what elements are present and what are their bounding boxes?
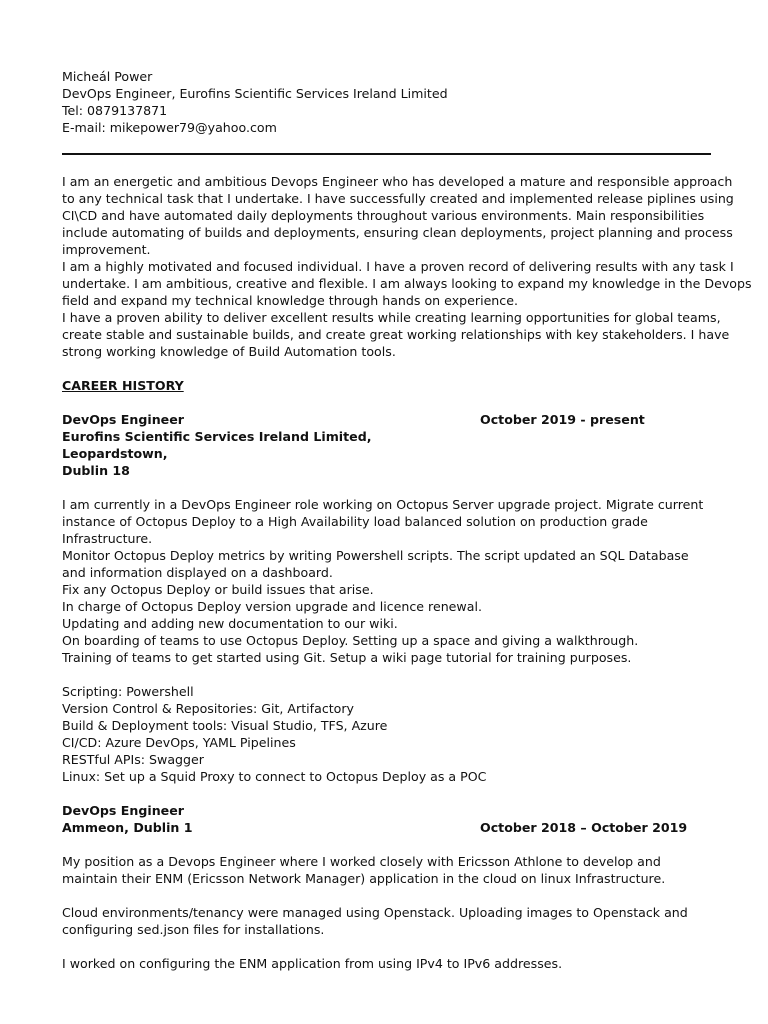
employer-line: Dublin 18	[62, 463, 130, 478]
skill-line: RESTful APIs: Swagger	[62, 752, 204, 767]
job-dates: October 2019 - present	[480, 412, 645, 427]
summary-line: I am a highly motivated and focused individual. I have a proven record of delivering results with any task I	[62, 259, 734, 274]
email-address: E-mail: mikepower79@yahoo.com	[62, 120, 277, 135]
job-role: DevOps Engineer	[62, 412, 184, 427]
duty-line: configuring sed.json files for installations.	[62, 922, 325, 937]
duty-line: On boarding of teams to use Octopus Deploy. Setting up a space and giving a walkthrough.	[62, 633, 639, 648]
spacer	[62, 887, 722, 904]
employer-line: Leopardstown,	[62, 446, 168, 461]
summary-line: to any technical task that I undertake. I have successfully created and implemented release piplines using	[62, 191, 734, 206]
resume-document	[62, 68, 752, 972]
skill-line: Version Control & Repositories: Git, Artifactory	[62, 701, 355, 716]
duty-line: maintain their ENM (Ericsson Network Manager) application in the cloud on linux Infrastructure.	[62, 871, 666, 886]
spacer	[62, 938, 722, 955]
job-dates: October 2018 – October 2019	[480, 820, 688, 835]
duty-line: Updating and adding new documentation to our wiki.	[62, 616, 398, 631]
job-role: DevOps Engineer	[62, 803, 184, 818]
job-duties	[62, 496, 722, 666]
duty-line: I worked on configuring the ENM application from using IPv4 to IPv6 addresses.	[62, 956, 563, 971]
duty-line: My position as a Devops Engineer where I worked closely with Ericsson Athlone to develop and	[62, 854, 661, 869]
duty-line: In charge of Octopus Deploy version upgrade and licence renewal.	[62, 599, 482, 614]
spacer	[62, 785, 722, 802]
employer-line: Eurofins Scientific Services Ireland Limited,	[62, 429, 372, 444]
spacer	[62, 479, 722, 496]
summary-line: improvement.	[62, 242, 151, 257]
spacer	[62, 394, 722, 411]
duty-line: instance of Octopus Deploy to a High Availability load balanced solution on production grade	[62, 514, 648, 529]
skill-line: Linux: Set up a Squid Proxy to connect to Octopus Deploy as a POC	[62, 769, 487, 784]
summary-line: I am an energetic and ambitious Devops Engineer who has developed a mature and responsible approach	[62, 174, 733, 189]
job-entry-ammeon	[62, 802, 722, 972]
job-entry-eurofins	[62, 411, 722, 785]
duty-line: and information displayed on a dashboard.	[62, 565, 333, 580]
spacer	[62, 836, 722, 853]
summary-line: field and expand my technical knowledge through hands on experience.	[62, 293, 518, 308]
employer-line: Ammeon, Dublin 1	[62, 820, 193, 835]
duty-line: Training of teams to get started using Git. Setup a wiki page tutorial for training purposes.	[62, 650, 632, 665]
summary-line: include automating of builds and deployments, ensuring clean deployments, project planning and process	[62, 225, 733, 240]
job-heading-row	[62, 819, 722, 836]
job-skills	[62, 683, 722, 785]
spacer	[62, 666, 722, 683]
contact-block	[62, 68, 722, 136]
skill-line: CI/CD: Azure DevOps, YAML Pipelines	[62, 735, 296, 750]
summary-line: strong working knowledge of Build Automation tools.	[62, 344, 396, 359]
spacer	[62, 360, 722, 377]
candidate-name: Micheál Power	[62, 69, 153, 84]
duty-line: Fix any Octopus Deploy or build issues that arise.	[62, 582, 374, 597]
summary-line: I have a proven ability to deliver excellent results while creating learning opportunities for global teams,	[62, 310, 721, 325]
candidate-title: DevOps Engineer, Eurofins Scientific Services Ireland Limited	[62, 86, 448, 101]
phone-number: Tel: 0879137871	[62, 103, 168, 118]
duty-line: Infrastructure.	[62, 531, 153, 546]
duty-line: Cloud environments/tenancy were managed using Openstack. Uploading images to Openstack and	[62, 905, 688, 920]
job-heading-row	[62, 411, 722, 428]
skill-line: Build & Deployment tools: Visual Studio, TFS, Azure	[62, 718, 388, 733]
summary-line: CI\CD and have automated daily deployments throughout various environments. Main responsibilities	[62, 208, 705, 223]
summary-line: undertake. I am ambitious, creative and flexible. I am always looking to expand my knowledge in the Devops	[62, 276, 752, 291]
header-divider	[62, 153, 711, 155]
skill-line: Scripting: Powershell	[62, 684, 194, 699]
career-history-heading: CAREER HISTORY	[62, 378, 184, 393]
summary-section	[62, 173, 752, 360]
duty-line: I am currently in a DevOps Engineer role working on Octopus Server upgrade project. Migrate current	[62, 497, 704, 512]
summary-line: create stable and sustainable builds, and create great working relationships with key stakeholders. I have	[62, 327, 730, 342]
duty-line: Monitor Octopus Deploy metrics by writing Powershell scripts. The script updated an SQL Database	[62, 548, 689, 563]
